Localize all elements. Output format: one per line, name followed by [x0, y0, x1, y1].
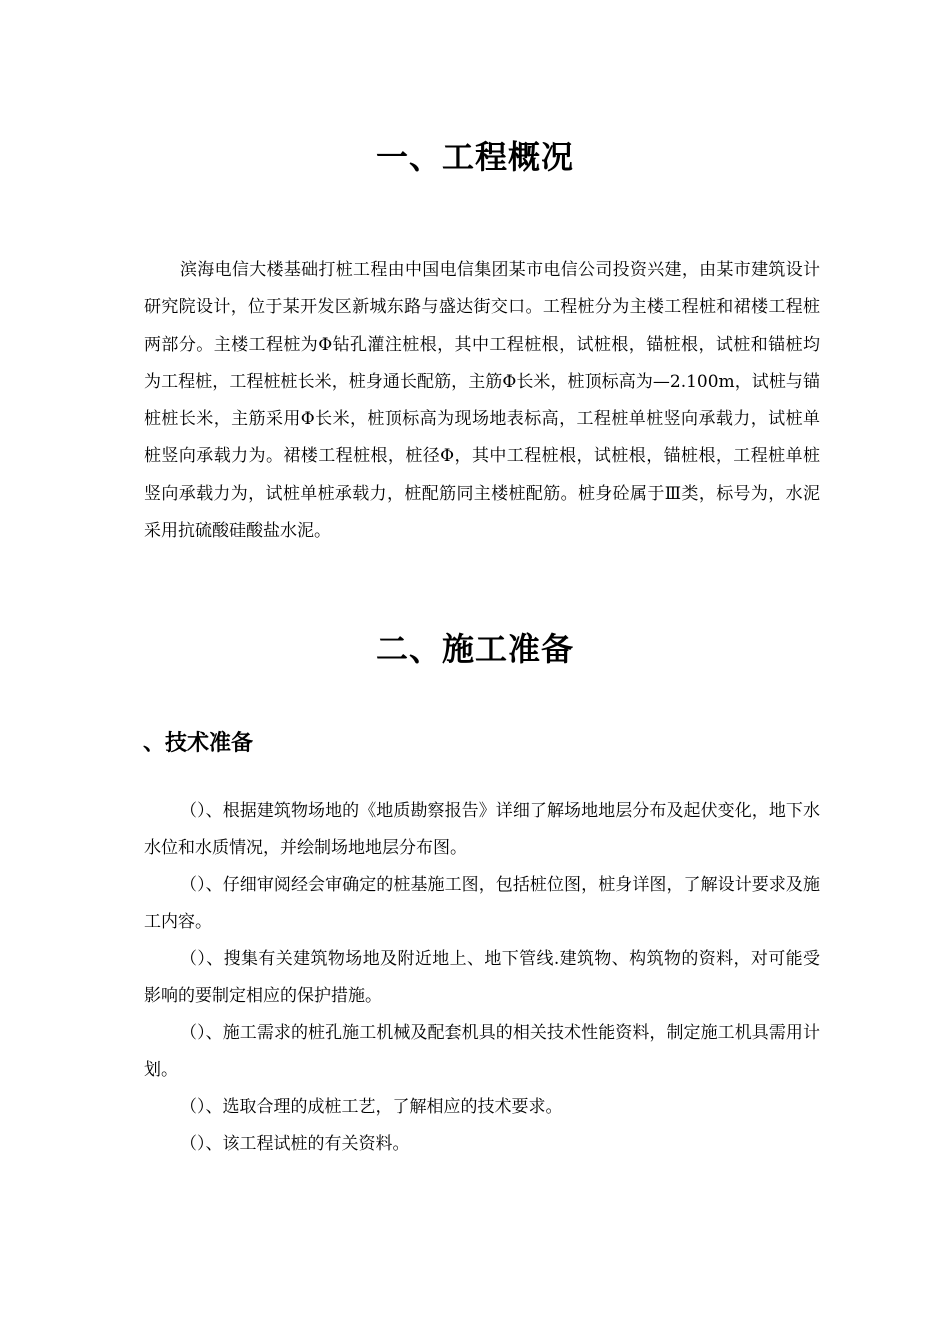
list-item: （）、施工需求的桩孔施工机械及配套机具的相关技术性能资料，制定施工机具需用计划。 — [144, 1023, 820, 1080]
list-item: （）、仔细审阅经会审确定的桩基施工图，包括桩位图，桩身详图，了解设计要求及施工内容。 — [144, 875, 820, 932]
list-item: （）、根据建筑物场地的《地质勘察报告》详细了解场地地层分布及起伏变化，地下水水位和水质情况，并绘制场地地层分布图。 — [144, 801, 820, 858]
subheading-technical-preparation: 、技术准备 — [143, 731, 254, 756]
section-title-construction-preparation: 二、施工准备 — [375, 630, 574, 668]
project-overview-paragraph: 滨海电信大楼基础打桩工程由中国电信集团某市电信公司投资兴建，由某市建筑设计研究院设计，位于某开发区新城东路与盛达街交口。工程桩分为主楼工程桩和裙楼工程桩两部分。主楼工程桩为Φ钻孔灌注桩根，其中工程桩根，试桩根，锚桩根，试桩和锚桩均为工程桩，工程桩桩长米，桩身通长配筋，主筋Φ长米，桩顶标高为—2.100m，试桩与锚桩桩长米，主筋采用Φ长米，桩顶标高为现场地表标高，工程桩单桩竖向承载力，试桩单桩竖向承载力为。裙楼工程桩根，桩径Φ，其中工程桩根，试桩根，锚桩根，工程桩单桩竖向承载力为，试桩单桩承载力，桩配筋同主楼桩配筋。桩身砼属于Ⅲ类，标号为，水泥采用抗硫酸硅酸盐水泥。 — [144, 260, 820, 542]
list-item: （）、选取合理的成桩工艺，了解相应的技术要求。 — [180, 1097, 563, 1117]
list-item: （）、搜集有关建筑物场地及附近地上、地下管线.建筑物、构筑物的资料，对可能受影响的要制定相应的保护措施。 — [144, 949, 820, 1006]
list-item: （）、该工程试桩的有关资料。 — [180, 1134, 410, 1154]
section-title-project-overview: 一、工程概况 — [375, 138, 574, 176]
